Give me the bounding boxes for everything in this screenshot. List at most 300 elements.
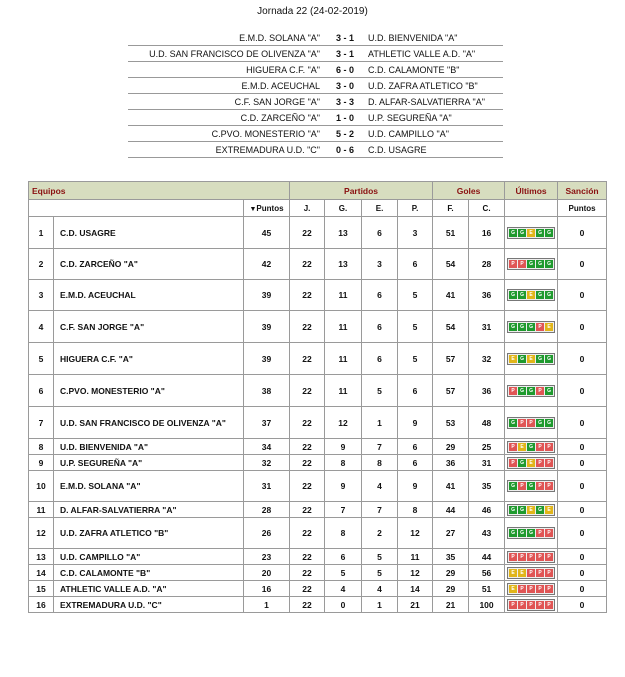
- table-row: [29, 502, 607, 518]
- team-name: C.D. ZARCEÑO "A": [54, 249, 244, 280]
- drawn: 6: [362, 280, 398, 311]
- result-away-team: C.D. CALAMONTE "B": [364, 62, 503, 78]
- draw-marker: E: [527, 459, 535, 467]
- column-p: P.: [398, 200, 433, 217]
- sanction-points: 0: [558, 343, 607, 375]
- team-name: D. ALFAR-SALVATIERRA "A": [54, 502, 244, 518]
- last-results-strip: [507, 289, 555, 301]
- result-away-team: U.D. BIENVENIDA "A": [364, 30, 503, 46]
- result-score: 6 - 0: [326, 62, 364, 78]
- table-row: [29, 375, 607, 407]
- lost: 12: [398, 565, 433, 581]
- table-row: [29, 597, 607, 613]
- table-row: [29, 455, 607, 471]
- last-results: [505, 597, 558, 613]
- lost: 8: [398, 502, 433, 518]
- last-results: [505, 502, 558, 518]
- team-points: 1: [244, 597, 290, 613]
- goals-for: 54: [433, 311, 469, 343]
- last-results-strip: [507, 527, 555, 539]
- last-results-strip: [507, 457, 555, 469]
- sanction-points: 0: [558, 407, 607, 439]
- draw-marker: E: [527, 291, 535, 299]
- loss-marker: P: [545, 482, 553, 490]
- win-marker: G: [527, 260, 535, 268]
- goals-against: 25: [469, 439, 505, 455]
- team-points: 45: [244, 217, 290, 249]
- last-results-strip: [507, 551, 555, 563]
- team-points: 39: [244, 343, 290, 375]
- results-table: [128, 30, 503, 158]
- won: 6: [325, 549, 362, 565]
- loss-marker: P: [545, 529, 553, 537]
- win-marker: G: [527, 529, 535, 537]
- table-row: [29, 439, 607, 455]
- loss-marker: P: [527, 601, 535, 609]
- last-results: [505, 439, 558, 455]
- win-marker: G: [545, 387, 553, 395]
- last-results: [505, 471, 558, 502]
- team-points: 28: [244, 502, 290, 518]
- result-score: 3 - 1: [326, 46, 364, 62]
- loss-marker: P: [536, 482, 544, 490]
- team-position: 12: [29, 518, 54, 549]
- result-home-team: U.D. SAN FRANCISCO DE OLIVENZA "A": [128, 46, 326, 62]
- table-row: [29, 518, 607, 549]
- standings-table: [28, 181, 607, 613]
- drawn: 6: [362, 343, 398, 375]
- goals-against: 32: [469, 343, 505, 375]
- goals-for: 29: [433, 581, 469, 597]
- last-results-strip: [507, 353, 555, 365]
- team-name: C.PVO. MONESTERIO "A": [54, 375, 244, 407]
- lost: 6: [398, 439, 433, 455]
- team-points: 42: [244, 249, 290, 280]
- goals-against: 35: [469, 471, 505, 502]
- result-row: [128, 110, 503, 126]
- goals-for: 57: [433, 375, 469, 407]
- goals-for: 44: [433, 502, 469, 518]
- drawn: 6: [362, 311, 398, 343]
- win-marker: G: [536, 506, 544, 514]
- played: 22: [290, 502, 325, 518]
- header-blank: [29, 200, 244, 217]
- team-position: 8: [29, 439, 54, 455]
- table-row: [29, 565, 607, 581]
- last-results: [505, 518, 558, 549]
- last-results: [505, 549, 558, 565]
- draw-marker: E: [509, 355, 517, 363]
- goals-for: 36: [433, 455, 469, 471]
- team-position: 13: [29, 549, 54, 565]
- result-score: 5 - 2: [326, 126, 364, 142]
- sanction-points: 0: [558, 518, 607, 549]
- goals-for: 51: [433, 217, 469, 249]
- goals-for: 41: [433, 280, 469, 311]
- team-position: 7: [29, 407, 54, 439]
- win-marker: G: [518, 459, 526, 467]
- result-row: [128, 142, 503, 158]
- win-marker: G: [527, 387, 535, 395]
- result-row: [128, 94, 503, 110]
- goals-for: 57: [433, 343, 469, 375]
- table-row: [29, 407, 607, 439]
- last-results: [505, 280, 558, 311]
- goals-for: 29: [433, 439, 469, 455]
- result-row: [128, 62, 503, 78]
- lost: 21: [398, 597, 433, 613]
- table-row: [29, 311, 607, 343]
- column-j: J.: [290, 200, 325, 217]
- table-row: [29, 280, 607, 311]
- table-row: [29, 249, 607, 280]
- draw-marker: E: [518, 443, 526, 451]
- loss-marker: P: [518, 260, 526, 268]
- sanction-points: 0: [558, 502, 607, 518]
- lost: 5: [398, 343, 433, 375]
- loss-marker: P: [545, 601, 553, 609]
- sanction-points: 0: [558, 439, 607, 455]
- table-row: [29, 217, 607, 249]
- result-row: [128, 30, 503, 46]
- draw-marker: E: [545, 323, 553, 331]
- team-points: 16: [244, 581, 290, 597]
- team-name: C.D. CALAMONTE "B": [54, 565, 244, 581]
- loss-marker: P: [518, 585, 526, 593]
- sort-down-icon: ▼: [249, 205, 257, 213]
- header-sancion: Sanción: [558, 182, 607, 200]
- team-points: 31: [244, 471, 290, 502]
- win-marker: G: [518, 291, 526, 299]
- played: 22: [290, 439, 325, 455]
- goals-against: 51: [469, 581, 505, 597]
- sanction-points: 0: [558, 549, 607, 565]
- win-marker: G: [545, 355, 553, 363]
- drawn: 8: [362, 455, 398, 471]
- played: 22: [290, 471, 325, 502]
- team-points: 26: [244, 518, 290, 549]
- result-row: [128, 126, 503, 142]
- loss-marker: P: [536, 529, 544, 537]
- lost: 12: [398, 518, 433, 549]
- team-points: 20: [244, 565, 290, 581]
- won: 13: [325, 217, 362, 249]
- table-row: [29, 581, 607, 597]
- goals-against: 100: [469, 597, 505, 613]
- last-results-strip: [507, 504, 555, 516]
- sanction-points: 0: [558, 311, 607, 343]
- lost: 5: [398, 311, 433, 343]
- loss-marker: P: [536, 323, 544, 331]
- won: 9: [325, 471, 362, 502]
- goals-against: 44: [469, 549, 505, 565]
- goals-for: 54: [433, 249, 469, 280]
- loss-marker: P: [509, 601, 517, 609]
- team-name: C.D. USAGRE: [54, 217, 244, 249]
- team-name: EXTREMADURA U.D. "C": [54, 597, 244, 613]
- last-results-strip: [507, 321, 555, 333]
- drawn: 5: [362, 549, 398, 565]
- drawn: 1: [362, 597, 398, 613]
- win-marker: G: [509, 419, 517, 427]
- win-marker: G: [527, 323, 535, 331]
- sanction-points: 0: [558, 217, 607, 249]
- column-e: E.: [362, 200, 398, 217]
- draw-marker: E: [509, 585, 517, 593]
- win-marker: G: [509, 506, 517, 514]
- loss-marker: P: [536, 601, 544, 609]
- loss-marker: P: [509, 387, 517, 395]
- loss-marker: P: [527, 569, 535, 577]
- last-results-strip: [507, 258, 555, 270]
- team-points: 23: [244, 549, 290, 565]
- win-marker: G: [518, 355, 526, 363]
- last-results: [505, 375, 558, 407]
- result-score: 3 - 3: [326, 94, 364, 110]
- sanction-points: 0: [558, 249, 607, 280]
- loss-marker: P: [545, 553, 553, 561]
- lost: 9: [398, 407, 433, 439]
- result-home-team: E.M.D. ACEUCHAL: [128, 78, 326, 94]
- drawn: 5: [362, 565, 398, 581]
- team-name: U.D. ZAFRA ATLETICO "B": [54, 518, 244, 549]
- header-partidos: Partidos: [290, 182, 433, 200]
- sanction-points: 0: [558, 280, 607, 311]
- win-marker: G: [536, 355, 544, 363]
- win-marker: G: [536, 291, 544, 299]
- won: 13: [325, 249, 362, 280]
- team-name: HIGUERA C.F. "A": [54, 343, 244, 375]
- win-marker: G: [518, 529, 526, 537]
- loss-marker: P: [527, 419, 535, 427]
- loss-marker: P: [509, 443, 517, 451]
- sanction-points: 0: [558, 597, 607, 613]
- lost: 3: [398, 217, 433, 249]
- column-c: C.: [469, 200, 505, 217]
- team-position: 15: [29, 581, 54, 597]
- sanction-points: 0: [558, 581, 607, 597]
- table-row: [29, 343, 607, 375]
- goals-against: 48: [469, 407, 505, 439]
- team-points: 34: [244, 439, 290, 455]
- result-home-team: C.PVO. MONESTERIO "A": [128, 126, 326, 142]
- header-ultimos: Últimos: [505, 182, 558, 200]
- column-ultimos-blank: [505, 200, 558, 217]
- column-g: G.: [325, 200, 362, 217]
- won: 11: [325, 280, 362, 311]
- goals-for: 27: [433, 518, 469, 549]
- won: 8: [325, 518, 362, 549]
- played: 22: [290, 217, 325, 249]
- sanction-points: 0: [558, 565, 607, 581]
- team-points: 39: [244, 311, 290, 343]
- won: 11: [325, 375, 362, 407]
- last-results-strip: [507, 583, 555, 595]
- loss-marker: P: [545, 585, 553, 593]
- played: 22: [290, 455, 325, 471]
- played: 22: [290, 518, 325, 549]
- win-marker: G: [509, 323, 517, 331]
- last-results-strip: [507, 599, 555, 611]
- sanction-points: 0: [558, 471, 607, 502]
- goals-against: 56: [469, 565, 505, 581]
- goals-against: 28: [469, 249, 505, 280]
- loss-marker: P: [527, 585, 535, 593]
- drawn: 7: [362, 439, 398, 455]
- won: 4: [325, 581, 362, 597]
- last-results: [505, 581, 558, 597]
- lost: 14: [398, 581, 433, 597]
- last-results: [505, 407, 558, 439]
- played: 22: [290, 249, 325, 280]
- goals-for: 29: [433, 565, 469, 581]
- drawn: 7: [362, 502, 398, 518]
- last-results-strip: [507, 385, 555, 397]
- won: 7: [325, 502, 362, 518]
- result-home-team: HIGUERA C.F. "A": [128, 62, 326, 78]
- header-group-row: [29, 182, 607, 200]
- win-marker: G: [545, 291, 553, 299]
- played: 22: [290, 597, 325, 613]
- team-points: 39: [244, 280, 290, 311]
- sanction-points: 0: [558, 375, 607, 407]
- goals-against: 31: [469, 311, 505, 343]
- won: 12: [325, 407, 362, 439]
- team-position: 2: [29, 249, 54, 280]
- last-results: [505, 249, 558, 280]
- lost: 5: [398, 280, 433, 311]
- header-goles: Goles: [433, 182, 505, 200]
- loss-marker: P: [536, 553, 544, 561]
- last-results-strip: [507, 480, 555, 492]
- played: 22: [290, 375, 325, 407]
- win-marker: G: [509, 529, 517, 537]
- result-away-team: U.P. SEGUREÑA "A": [364, 110, 503, 126]
- win-marker: G: [518, 229, 526, 237]
- loss-marker: P: [509, 459, 517, 467]
- team-position: 11: [29, 502, 54, 518]
- lost: 6: [398, 375, 433, 407]
- win-marker: G: [536, 229, 544, 237]
- draw-marker: E: [527, 506, 535, 514]
- drawn: 4: [362, 471, 398, 502]
- loss-marker: P: [509, 553, 517, 561]
- played: 22: [290, 581, 325, 597]
- team-name: U.P. SEGUREÑA "A": [54, 455, 244, 471]
- draw-marker: E: [545, 506, 553, 514]
- result-home-team: EXTREMADURA U.D. "C": [128, 142, 326, 158]
- last-results-strip: [507, 567, 555, 579]
- column-puntos-sort[interactable]: [244, 200, 290, 217]
- played: 22: [290, 565, 325, 581]
- win-marker: G: [518, 506, 526, 514]
- goals-against: 36: [469, 280, 505, 311]
- won: 11: [325, 343, 362, 375]
- last-results-strip: [507, 227, 555, 239]
- loss-marker: P: [527, 553, 535, 561]
- win-marker: G: [527, 482, 535, 490]
- team-position: 5: [29, 343, 54, 375]
- drawn: 2: [362, 518, 398, 549]
- loss-marker: P: [518, 419, 526, 427]
- last-results-strip: [507, 441, 555, 453]
- loss-marker: P: [518, 482, 526, 490]
- draw-marker: E: [518, 569, 526, 577]
- team-position: 3: [29, 280, 54, 311]
- drawn: 6: [362, 217, 398, 249]
- result-away-team: C.D. USAGRE: [364, 142, 503, 158]
- result-row: [128, 46, 503, 62]
- win-marker: G: [536, 419, 544, 427]
- won: 0: [325, 597, 362, 613]
- played: 22: [290, 343, 325, 375]
- standings-body: [29, 217, 607, 613]
- goals-against: 16: [469, 217, 505, 249]
- result-away-team: U.D. ZAFRA ATLETICO "B": [364, 78, 503, 94]
- draw-marker: E: [527, 229, 535, 237]
- lost: 6: [398, 249, 433, 280]
- result-row: [128, 78, 503, 94]
- drawn: 3: [362, 249, 398, 280]
- last-results-strip: [507, 417, 555, 429]
- played: 22: [290, 311, 325, 343]
- result-score: 3 - 1: [326, 30, 364, 46]
- result-score: 0 - 6: [326, 142, 364, 158]
- win-marker: G: [509, 291, 517, 299]
- team-name: C.F. SAN JORGE "A": [54, 311, 244, 343]
- played: 22: [290, 549, 325, 565]
- loss-marker: P: [545, 459, 553, 467]
- win-marker: G: [536, 260, 544, 268]
- played: 22: [290, 280, 325, 311]
- team-points: 32: [244, 455, 290, 471]
- result-away-team: U.D. CAMPILLO "A": [364, 126, 503, 142]
- goals-against: 36: [469, 375, 505, 407]
- result-home-team: C.D. ZARCEÑO "A": [128, 110, 326, 126]
- goals-against: 31: [469, 455, 505, 471]
- goals-for: 35: [433, 549, 469, 565]
- draw-marker: E: [509, 569, 517, 577]
- won: 5: [325, 565, 362, 581]
- loss-marker: P: [536, 459, 544, 467]
- column-f: F.: [433, 200, 469, 217]
- win-marker: G: [509, 482, 517, 490]
- team-name: U.D. SAN FRANCISCO DE OLIVENZA "A": [54, 407, 244, 439]
- team-name: U.D. CAMPILLO "A": [54, 549, 244, 565]
- won: 8: [325, 455, 362, 471]
- team-position: 6: [29, 375, 54, 407]
- team-position: 14: [29, 565, 54, 581]
- last-results: [505, 343, 558, 375]
- sanction-points: 0: [558, 455, 607, 471]
- result-score: 1 - 0: [326, 110, 364, 126]
- lost: 6: [398, 455, 433, 471]
- drawn: 4: [362, 581, 398, 597]
- team-position: 1: [29, 217, 54, 249]
- loss-marker: P: [518, 553, 526, 561]
- goals-for: 21: [433, 597, 469, 613]
- win-marker: G: [545, 229, 553, 237]
- team-name: E.M.D. ACEUCHAL: [54, 280, 244, 311]
- result-score: 3 - 0: [326, 78, 364, 94]
- win-marker: G: [518, 323, 526, 331]
- win-marker: G: [518, 387, 526, 395]
- round-title: Jornada 22 (24-02-2019): [257, 6, 368, 17]
- team-points: 37: [244, 407, 290, 439]
- last-results: [505, 311, 558, 343]
- team-name: ATHLETIC VALLE A.D. "A": [54, 581, 244, 597]
- header-equipos: Equipos: [29, 182, 290, 200]
